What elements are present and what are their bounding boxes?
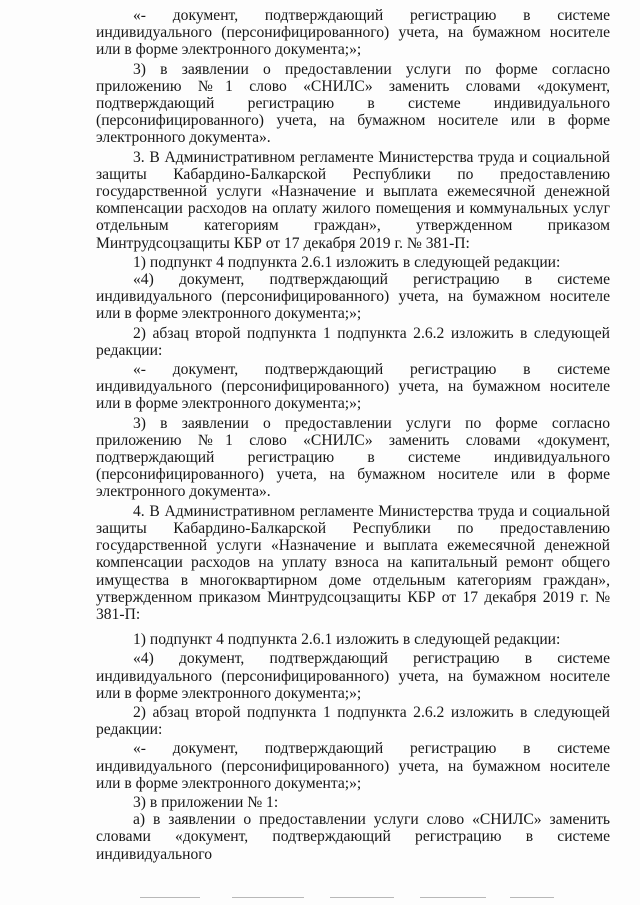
paragraph-application-form-change: 3) в заявлении о предоставлении услуги по форме согласно приложению №1 слово «СНИЛС» заменить словами «документ, подтверждающий регистрацию в системе индивидуального (персонифицированного) учета, на бумажном носителе или в форме электронного документа». [96, 60, 610, 147]
paragraph-item-3-heading: 3. В Административном регламенте Министерства труда и социальной защиты Кабардино-Балкарской Республики по предоставлению государственной услуги «Назначение и выплата ежемесячной денежной компенсации расходов на оплату жилого помещения и коммунальных услуг отдельным категориям граждан», утвержденном приказом Минтрудсоцзащиты КБР от 17 декабря 2019 г. № 381-П: [96, 148, 610, 252]
paragraph-continuation-quote: «- документ, подтверждающий регистрацию в системе индивидуального (персонифицированного) учета, на бумажном носителе или в форме электронного документа;»; [96, 7, 610, 59]
scan-footer-rule [140, 897, 200, 898]
paragraph-subitem-1: 1) подпункт 4 подпункта 2.6.1 изложить в следующей редакции: [133, 253, 561, 271]
document-body [96, 7, 610, 865]
paragraph-item-4-heading: 4. В Административном регламенте Министерства труда и социальной защиты Кабардино-Балкарской Республики по предоставлению государственной услуги «Назначение и выплата ежемесячной денежной компенсации расходов на уплату взноса на капитальный ремонт общего имущества в многоквартирном доме отдельным категориям граждан», утвержденном приказом Минтрудсоцзащиты КБР от 17 декабря 2019 г. № 381-П: [96, 502, 610, 623]
paragraph-item-4-subitem-3-a: а) в заявлении о предоставлении услуги слово «СНИЛС» заменить словами «документ, подтверждающий регистрацию в системе индивидуального [96, 811, 610, 863]
paragraph-item-4-subitem-2-quote: «- документ, подтверждающий регистрацию в системе индивидуального (персонифицированного) учета, на бумажном носителе или в форме электронного документа;»; [96, 740, 610, 792]
scan-footer-rule [510, 897, 554, 898]
paragraph-subitem-3: 3) в заявлении о предоставлении услуги по форме согласно приложению №1 слово «СНИЛС» заменить словами «документ, подтверждающий регистрацию в системе индивидуального (персонифицированного) учета, на бумажном носителе или в форме электронного документа». [96, 414, 610, 501]
paragraph-subitem-2-quote: «- документ, подтверждающий регистрацию в системе индивидуального (персонифицированного) учета, на бумажном носителе или в форме электронного документа;»; [96, 361, 610, 413]
paragraph-subitem-1-quote: «4) документ, подтверждающий регистрацию в системе индивидуального (персонифицированного) учета, на бумажном носителе или в форме электронного документа;»; [96, 271, 610, 323]
paragraph-subitem-2: 2) абзац второй подпункта 1 подпункта 2.6.2 изложить в следующей редакции: [96, 324, 610, 359]
paragraph-item-4-subitem-1: 1) подпункт 4 подпункта 2.6.1 изложить в следующей редакции: [133, 631, 561, 649]
scan-footer-rule [232, 897, 304, 898]
paragraph-item-4-subitem-3: 3) в приложении № 1: [133, 793, 279, 811]
paragraph-item-4-subitem-1-quote: «4) документ, подтверждающий регистрацию в системе индивидуального (персонифицированного) учета, на бумажном носителе или в форме электронного документа;»; [96, 650, 610, 702]
paragraph-item-4-subitem-2: 2) абзац второй подпункта 1 подпункта 2.6.2 изложить в следующей редакции: [96, 703, 610, 739]
scan-footer-rule [330, 897, 394, 898]
scan-footer-rule [420, 897, 486, 898]
